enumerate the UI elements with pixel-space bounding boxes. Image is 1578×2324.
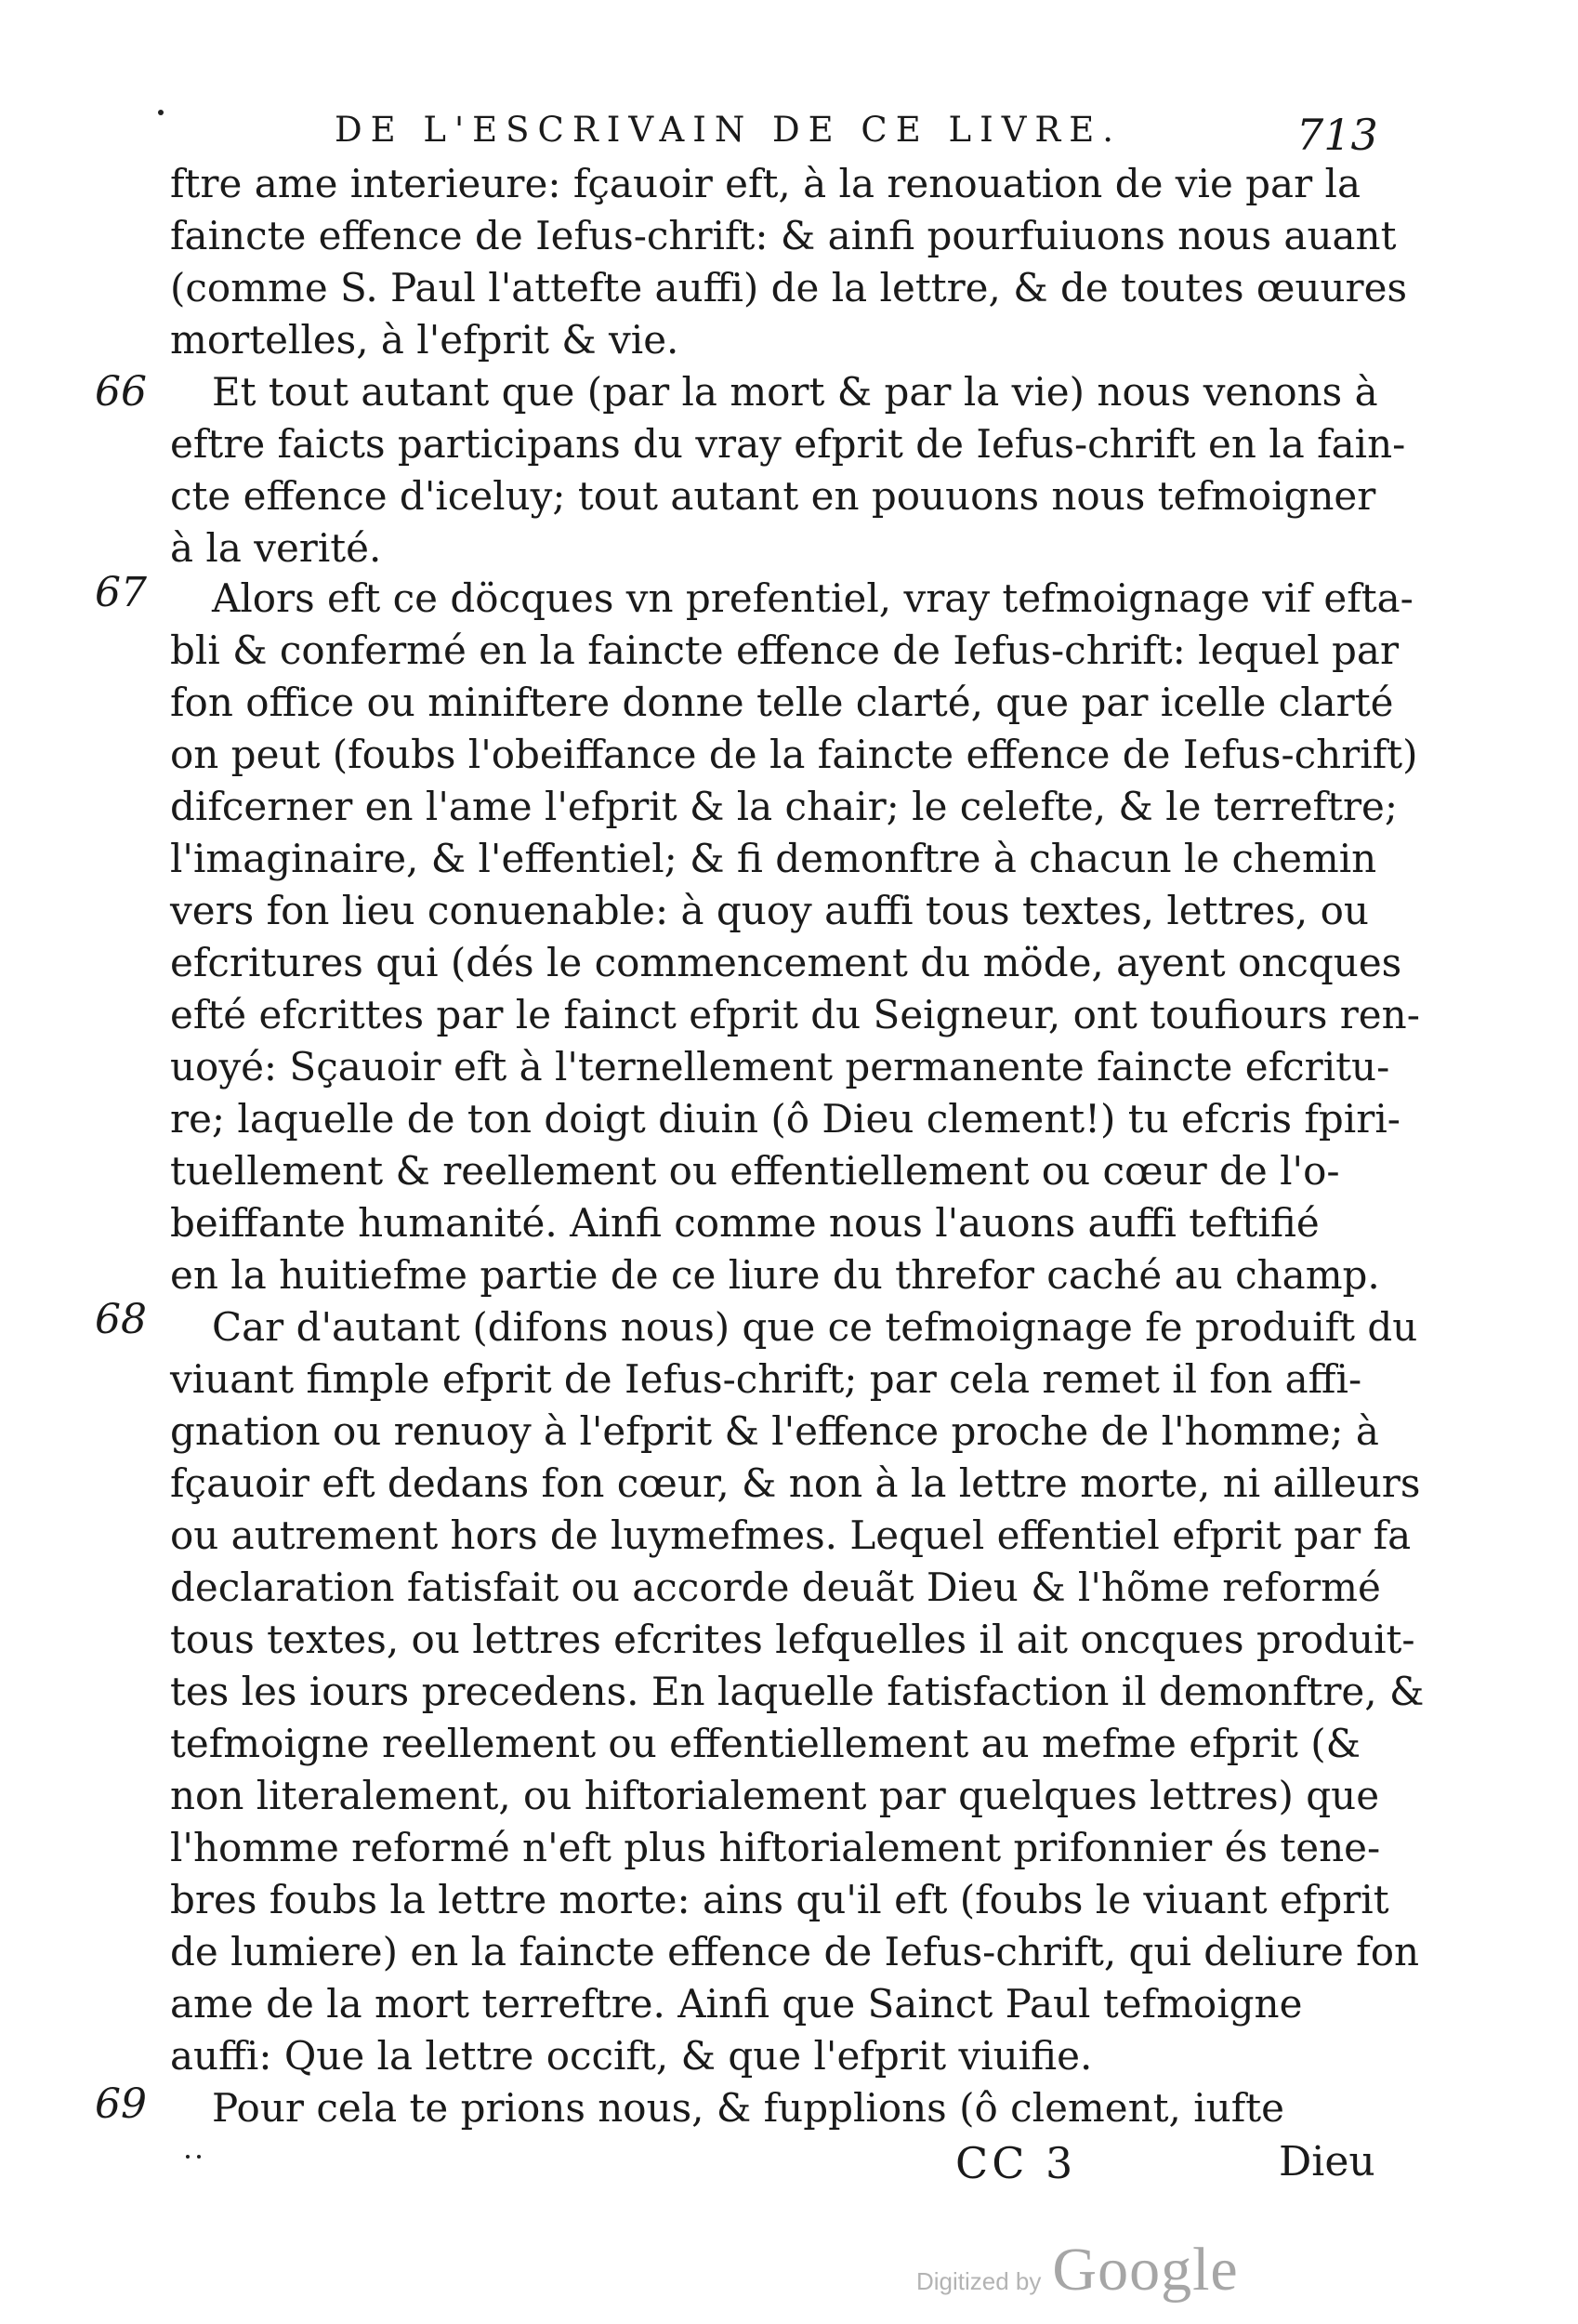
- text-line: ftre ame interieure: fçauoir eft, à la renouation de vie par la: [170, 161, 1361, 206]
- text-line: cte effence d'iceluy; tout autant en pouuons nous tefmoigner: [170, 473, 1376, 519]
- running-head: DE L'ESCRIVAIN DE CE LIVRE.: [335, 110, 1123, 150]
- ink-speck: [186, 2155, 190, 2159]
- text-line: Et tout autant que (par la mort & par la vie) nous venons à: [212, 369, 1378, 415]
- text-line: declaration fatisfait ou accorde deuãt Dieu & l'hõme reformé: [170, 1565, 1381, 1610]
- paragraph-number: 69: [95, 2080, 147, 2128]
- text-line: gnation ou renuoy à l'efprit & l'effence proche de l'homme; à: [170, 1408, 1379, 1454]
- page-number: 713: [1296, 110, 1378, 160]
- text-line: l'imaginaire, & l'effentiel; & fi demonftre à chacun le chemin: [170, 836, 1377, 881]
- digitization-watermark: [916, 2235, 1239, 2305]
- paragraph-number: 67: [95, 569, 147, 616]
- text-line: tes les iours precedens. En laquelle fatisfaction il demonftre, &: [170, 1669, 1425, 1714]
- text-line: re; laquelle de ton doigt diuin (ô Dieu clement!) tu efcris fpiri-: [170, 1096, 1400, 1142]
- text-line: fon office ou miniftere donne telle clarté, que par icelle clarté: [170, 680, 1394, 725]
- text-line: efté efcrittes par le fainct efprit du Seigneur, ont toufiours ren-: [170, 992, 1420, 1037]
- text-line: Pour cela te prions nous, & fupplions (ô clement, iufte: [212, 2085, 1284, 2131]
- text-line: non literalement, ou hiftorialement par quelques lettres) que: [170, 1773, 1380, 1818]
- text-line: auffi: Que la lettre occift, & que l'efprit viuifie.: [170, 2033, 1093, 2079]
- text-line: viuant fimple efprit de Iefus-chrift; par cela remet il fon affi-: [170, 1356, 1362, 1402]
- text-line: mortelles, à l'efprit & vie.: [170, 317, 679, 363]
- text-line: faincte effence de Iefus-chrift: & ainfi pourfuiuons nous auant: [170, 213, 1397, 258]
- catchword: Dieu: [1279, 2138, 1375, 2185]
- ink-speck: [197, 2155, 201, 2159]
- text-line: bres foubs la lettre morte: ains qu'il eft (foubs le viuant efprit: [170, 1877, 1389, 1922]
- text-line: uoyé: Sçauoir eft à l'ternellement permanente faincte efcritu-: [170, 1044, 1390, 1089]
- ink-speck: [158, 110, 164, 115]
- text-line: à la verité.: [170, 525, 382, 571]
- text-line: efcritures qui (dés le commencement du möde, ayent oncques: [170, 940, 1402, 985]
- watermark-prefix: Digitized by: [916, 2267, 1042, 2295]
- paragraph-number: 68: [95, 1296, 147, 1343]
- text-line: tous textes, ou lettres efcrites lefquelles il ait oncques produit-: [170, 1617, 1415, 1662]
- text-line: difcerner en l'ame l'efprit & la chair; le celefte, & le terreftre;: [170, 784, 1399, 829]
- paragraph-number: 66: [95, 368, 147, 416]
- text-line: bli & confermé en la faincte effence de Iefus-chrift: lequel par: [170, 627, 1400, 673]
- text-line: eftre faicts participans du vray efprit de Iefus-chrift en la fain-: [170, 421, 1406, 467]
- text-line: Alors eft ce döcques vn prefentiel, vray tefmoignage vif efta-: [212, 575, 1414, 621]
- text-line: (comme S. Paul l'attefte auffi) de la lettre, & de toutes œuures: [170, 265, 1408, 310]
- text-line: beiffante humanité. Ainfi comme nous l'auons auffi teftifié: [170, 1200, 1320, 1246]
- text-line: Car d'autant (difons nous) que ce tefmoignage fe produift du: [212, 1304, 1418, 1350]
- google-logo: Google: [1052, 2236, 1239, 2304]
- text-line: en la huitiefme partie de ce liure du threfor caché au champ.: [170, 1252, 1380, 1298]
- text-line: ou autrement hors de luymefmes. Lequel effentiel efprit par fa: [170, 1512, 1412, 1558]
- signature-mark: CC 3: [955, 2138, 1077, 2188]
- text-line: de lumiere) en la faincte effence de Iefus-chrift, qui deliure fon: [170, 1929, 1420, 1974]
- text-line: l'homme reformé n'eft plus hiftorialement prifonnier és tene-: [170, 1825, 1381, 1870]
- text-line: ame de la mort terreftre. Ainfi que Sainct Paul tefmoigne: [170, 1981, 1303, 2027]
- text-line: vers fon lieu conuenable: à quoy auffi tous textes, lettres, ou: [170, 888, 1369, 933]
- text-line: tuellement & reellement ou effentiellement ou cœur de l'o-: [170, 1148, 1340, 1194]
- text-line: tefmoigne reellement ou effentiellement au mefme efprit (&: [170, 1721, 1361, 1766]
- text-line: fçauoir eft dedans fon cœur, & non à la lettre morte, ni ailleurs: [170, 1460, 1421, 1506]
- text-line: on peut (foubs l'obeiffance de la faincte effence de Iefus-chrift): [170, 732, 1418, 777]
